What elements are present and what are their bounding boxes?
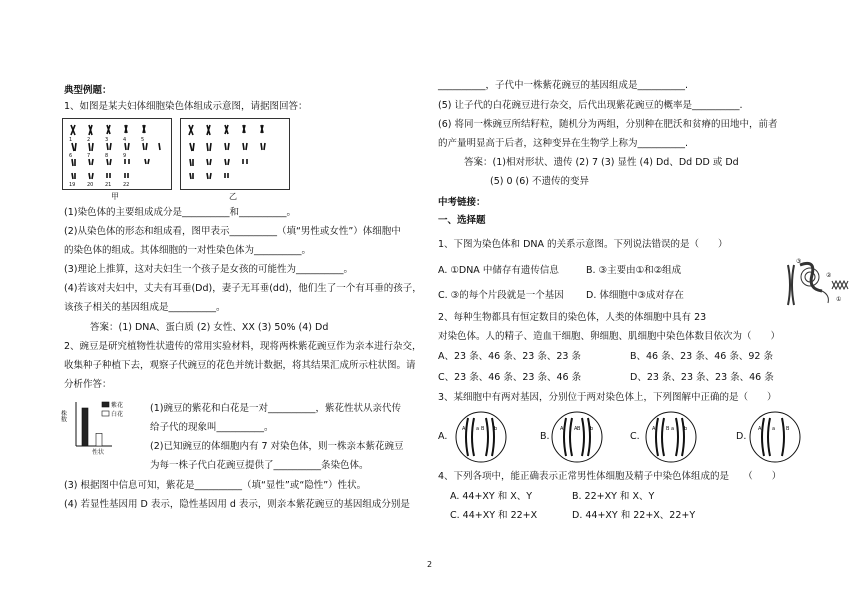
page-number: 2: [427, 560, 433, 569]
chart-y-label: 株数: [59, 410, 67, 422]
choice-3-option-c: C.: [630, 431, 640, 442]
cell-diagram-b: [550, 410, 604, 464]
choice-3-option-d: D.: [736, 431, 747, 442]
question-2-1b: 给子代的现象叫__________。: [150, 422, 274, 433]
chart-x-label: 性状: [92, 449, 105, 456]
section-heading-examples: 典型例题：: [64, 85, 112, 96]
svg-text:A: A: [560, 426, 564, 432]
choice-4-option-a: A. 44+XY 和 X、Y: [450, 491, 533, 502]
question-1-4a: (4)若该对夫妇中，丈夫有耳垂(Dd)，妻子无耳垂(dd)，他们生了一个有耳垂的孩子，: [64, 283, 422, 294]
question-1-1: (1)染色体的主要组成成分是__________和__________。: [64, 207, 296, 218]
question-2-1a: (1)豌豆的紫花和白花是一对__________，紫花性状从亲代传: [150, 403, 401, 414]
svg-text:A: A: [574, 426, 578, 432]
choice-1-question: 1、下图为染色体和 DNA 的关系示意图。下列说法错误的是（ ）: [438, 239, 728, 250]
answer-1: 答案：(1) DNA、蛋白质 (2) 女性、XX (3) 50% (4) Dd: [90, 322, 329, 333]
chart-bar-white: [96, 433, 102, 446]
legend-label-purple: 紫花: [111, 402, 124, 409]
choice-2-question-b: 对染色体。人的精子、造血干细胞、卵细胞、肌细胞中染色体数目依次为（ ）: [438, 331, 781, 342]
choice-3-question: 3、某细胞中有两对基因，分别位于两对染色体上，下列图解中正确的是（ ）: [438, 392, 777, 403]
legend-swatch-white: [102, 411, 109, 416]
choice-4-option-c: C. 44+XY 和 22+X: [450, 510, 538, 521]
svg-text:b: b: [494, 426, 498, 432]
svg-text:8: 8: [105, 153, 109, 159]
answer-2a: 答案：(1)相对形状、遗传 (2) 7 (3) 显性 (4) Dd、Dd DD 或 Dd: [464, 157, 739, 168]
svg-text:A: A: [462, 426, 466, 432]
question-2-3: (3) 根据图中信息可知，紫花是__________（填“显性”或“隐性”）性状。: [64, 480, 367, 491]
question-1-4b: 该孩子相关的基因组成是__________。: [64, 302, 226, 313]
cell-diagram-b-svg: [550, 410, 604, 464]
cell-diagram-c: [644, 410, 698, 464]
svg-text:③: ③: [796, 258, 802, 265]
svg-text:b: b: [590, 426, 594, 432]
question-2-6a: (6) 将同一株豌豆所结籽粒，随机分为两组，分别种在肥沃和贫瘠的田地中，前者: [438, 119, 778, 130]
svg-text:①: ①: [836, 296, 842, 303]
chart-bar-purple: [82, 408, 88, 446]
figure-label-yi: 乙: [229, 192, 237, 201]
svg-text:9: 9: [123, 153, 127, 159]
svg-text:A: A: [758, 426, 762, 432]
choice-2-option-c: C、23 条、46 条、23 条、46 条: [438, 372, 582, 383]
right-column: [430, 0, 860, 607]
flower-color-chart-svg: [59, 398, 140, 456]
svg-text:a: a: [772, 426, 776, 432]
svg-text:7: 7: [87, 153, 91, 159]
choice-2-question-a: 2、每种生物都具有恒定数目的染色体，人类的体细胞中具有 23: [438, 312, 707, 323]
svg-text:a: a: [476, 426, 480, 432]
choice-2-option-a: A、23 条、46 条、23 条、23 条: [438, 351, 581, 362]
choice-4-option-d: D. 44+XY 和 22+X、22+Y: [572, 510, 696, 521]
choice-1-option-d: D. 体细胞中③成对存在: [586, 290, 684, 301]
svg-text:5: 5: [141, 137, 145, 143]
section-heading-choice: 一、选择题: [438, 215, 486, 226]
karyotype-figure-yi: [180, 118, 290, 190]
question-2-2a: (2)已知豌豆的体细胞内有 7 对染色体，则一株亲本紫花豌豆: [150, 441, 404, 452]
svg-text:B: B: [577, 426, 581, 432]
svg-text:②: ②: [826, 272, 832, 279]
question-2-6b: 的产量明显高于后者，这种变异在生物学上称为__________.: [438, 138, 689, 149]
svg-text:3: 3: [105, 137, 109, 143]
chromosome-dna-illustration: [782, 255, 850, 313]
svg-text:B: B: [666, 426, 670, 432]
svg-text:4: 4: [123, 137, 127, 143]
question-1-2a: (2)从染色体的形态和组成看，图甲表示__________（填“男性或女性”）体细胞中: [64, 226, 401, 237]
svg-text:B: B: [786, 426, 790, 432]
choice-2-option-d: D、23 条、23 条、23 条、46 条: [630, 372, 774, 383]
figure-label-jia: 甲: [111, 192, 119, 201]
choice-3-option-b: B.: [540, 431, 550, 442]
question-2-5: (5) 让子代的白花豌豆进行杂交，后代出现紫花豌豆的概率是__________.: [438, 100, 743, 111]
svg-text:b: b: [684, 426, 688, 432]
cell-diagram-d-svg: [748, 410, 802, 464]
choice-4-option-b: B. 22+XY 和 X、Y: [572, 491, 655, 502]
choice-1-option-a: A. ①DNA 中储存有遗传信息: [438, 265, 559, 276]
chromosome-dna-svg: [782, 255, 850, 313]
legend-label-white: 白花: [111, 411, 124, 418]
answer-2b: (5) 0 (6) 不遗传的变异: [490, 176, 590, 187]
svg-text:1: 1: [69, 137, 73, 143]
choice-2-option-b: B、46 条、23 条、46 条、92 条: [630, 351, 773, 362]
svg-text:21: 21: [105, 182, 112, 188]
karyotype-chromosomes-jia: [63, 119, 171, 189]
question-2c: 分析作答：: [64, 379, 112, 390]
svg-text:6: 6: [69, 153, 73, 159]
flower-color-chart: [59, 398, 140, 456]
svg-text:22: 22: [123, 182, 130, 188]
svg-text:A: A: [652, 426, 656, 432]
question-1-3: (3)理论上推算，这对夫妇生一个孩子是女孩的可能性为__________。: [64, 264, 353, 275]
question-1-2b: 的染色体的组成。其体细胞的一对性染色体为__________。: [64, 245, 312, 256]
question-2a: 2、豌豆是研究植物性状遗传的常用实验材料，现将两株紫花豌豆作为亲本进行杂交，: [64, 341, 422, 352]
svg-text:B: B: [481, 426, 485, 432]
legend-swatch-purple: [102, 402, 109, 407]
question-2-4-cont: __________，子代中一株紫花豌豆的基因组成是__________.: [438, 80, 689, 91]
karyotype-chromosomes-yi: [181, 119, 289, 189]
cell-diagram-c-svg: [644, 410, 698, 464]
choice-1-option-b: B. ③主要由①和②组成: [586, 265, 682, 276]
question-2-4: (4) 若显性基因用 D 表示，隐性基因用 d 表示，则亲本紫花豌豆的基因组成分别是: [64, 499, 410, 510]
cell-diagram-a: [454, 410, 508, 464]
section-heading-exam-links: 中考链接：: [438, 197, 486, 208]
svg-text:20: 20: [87, 182, 94, 188]
choice-1-option-c: C. ③的每个片段就是一个基因: [438, 290, 564, 301]
svg-text:19: 19: [69, 182, 76, 188]
question-2-2b: 为每一株子代白花豌豆提供了__________条染色体。: [150, 460, 369, 471]
cell-diagram-d: [748, 410, 802, 464]
svg-text:2: 2: [87, 137, 91, 143]
karyotype-figure-jia: [62, 118, 172, 190]
question-2b: 收集种子种植下去，观察子代豌豆的花色并统计数据，将其结果汇成所示柱状图。请: [64, 360, 416, 371]
choice-3-option-a: A.: [438, 431, 448, 442]
choice-4-question: 4、下列各项中，能正确表示正常男性体细胞及精子中染色体组成的是 （ ）: [438, 471, 782, 482]
cell-diagram-a-svg: [454, 410, 508, 464]
svg-text:a: a: [671, 426, 675, 432]
question-1-text: 1、如图是某夫妇体细胞染色体组成示意图，请据图回答：: [64, 101, 308, 112]
